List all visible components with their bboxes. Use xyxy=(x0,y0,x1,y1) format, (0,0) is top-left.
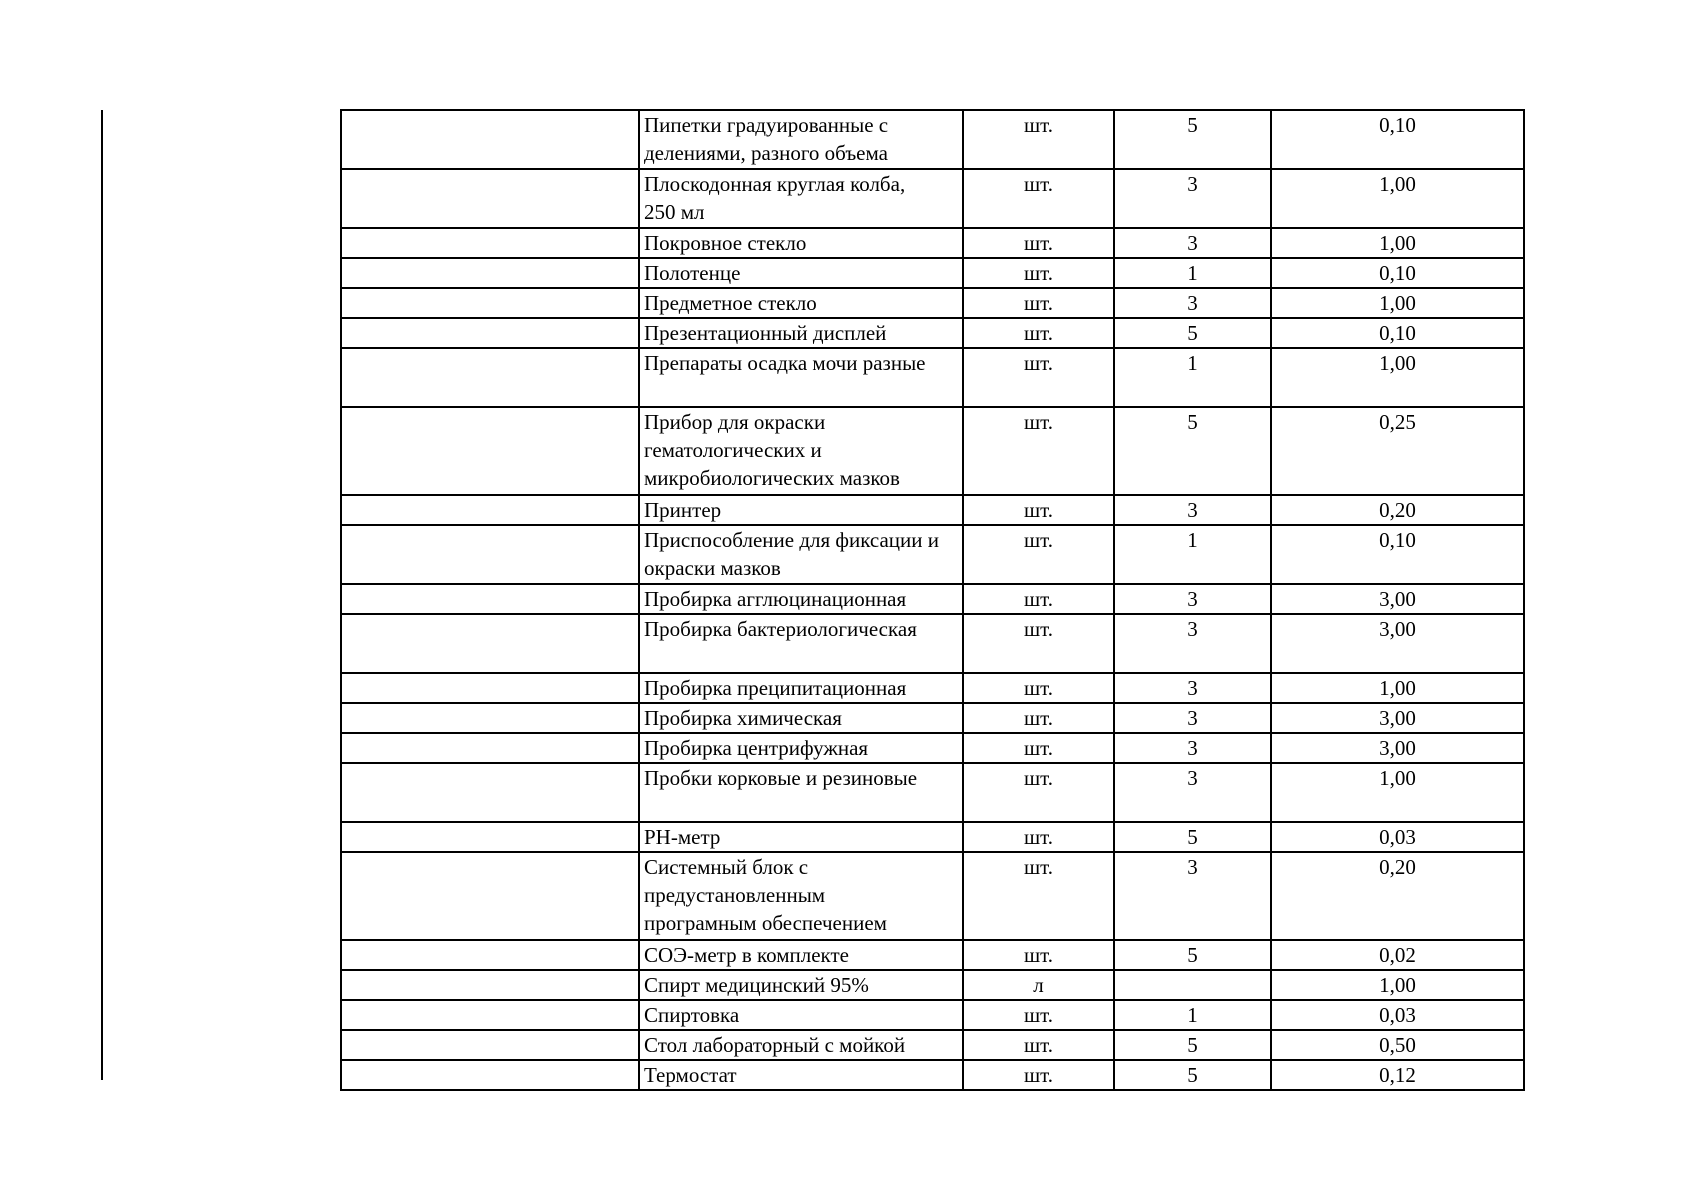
unit-cell: шт. xyxy=(963,110,1114,169)
section-cell xyxy=(341,318,639,348)
quantity-cell: 3 xyxy=(1114,169,1271,228)
quantity-cell: 3 xyxy=(1114,584,1271,614)
item-name-cell: Презентационный дисплей xyxy=(639,318,963,348)
quantity-cell: 1 xyxy=(1114,258,1271,288)
quantity-cell: 1 xyxy=(1114,1000,1271,1030)
item-name-cell: Плоскодонная круглая колба, 250 мл xyxy=(639,169,963,228)
norm-cell: 0,10 xyxy=(1271,110,1524,169)
unit-cell: шт. xyxy=(963,407,1114,495)
unit-cell: л xyxy=(963,970,1114,1000)
unit-cell: шт. xyxy=(963,614,1114,673)
quantity-cell: 5 xyxy=(1114,940,1271,970)
item-name-cell: Пробирка химическая xyxy=(639,703,963,733)
table-row xyxy=(341,822,1524,852)
quantity-cell: 5 xyxy=(1114,110,1271,169)
unit-cell: шт. xyxy=(963,822,1114,852)
unit-cell: шт. xyxy=(963,940,1114,970)
quantity-cell: 5 xyxy=(1114,407,1271,495)
item-name-cell: Стол лабораторный с мойкой xyxy=(639,1030,963,1060)
norm-cell: 0,50 xyxy=(1271,1030,1524,1060)
section-cell xyxy=(341,614,639,673)
item-name-cell: Пробирка преципитационная xyxy=(639,673,963,703)
unit-cell: шт. xyxy=(963,763,1114,822)
quantity-cell: 3 xyxy=(1114,495,1271,525)
table-row xyxy=(341,673,1524,703)
norm-cell: 3,00 xyxy=(1271,733,1524,763)
item-name-cell: Предметное стекло xyxy=(639,288,963,318)
section-cell xyxy=(341,228,639,258)
table-row xyxy=(341,525,1524,584)
quantity-cell: 3 xyxy=(1114,673,1271,703)
norm-cell: 1,00 xyxy=(1271,228,1524,258)
table-row xyxy=(341,1060,1524,1090)
norm-cell: 0,03 xyxy=(1271,1000,1524,1030)
norm-cell: 1,00 xyxy=(1271,348,1524,407)
norm-cell: 1,00 xyxy=(1271,970,1524,1000)
norm-cell: 3,00 xyxy=(1271,614,1524,673)
quantity-cell: 5 xyxy=(1114,822,1271,852)
norm-cell: 0,10 xyxy=(1271,258,1524,288)
quantity-cell: 3 xyxy=(1114,733,1271,763)
item-name-cell: Термостат xyxy=(639,1060,963,1090)
table-row xyxy=(341,1030,1524,1060)
unit-cell: шт. xyxy=(963,495,1114,525)
table-row xyxy=(341,1000,1524,1030)
table-row xyxy=(341,763,1524,822)
unit-cell: шт. xyxy=(963,852,1114,940)
norm-cell: 1,00 xyxy=(1271,673,1524,703)
section-cell xyxy=(341,763,639,822)
unit-cell: шт. xyxy=(963,288,1114,318)
table-row xyxy=(341,169,1524,228)
norm-cell: 0,03 xyxy=(1271,822,1524,852)
table-row xyxy=(341,940,1524,970)
unit-cell: шт. xyxy=(963,169,1114,228)
section-cell xyxy=(341,852,639,940)
table-body xyxy=(341,110,1524,1090)
norm-cell: 1,00 xyxy=(1271,763,1524,822)
table-row xyxy=(341,288,1524,318)
item-name-cell: Покровное стекло xyxy=(639,228,963,258)
section-cell xyxy=(341,110,639,169)
item-name-cell: Пипетки градуированные с делениями, разного объема xyxy=(639,110,963,169)
quantity-cell: 3 xyxy=(1114,228,1271,258)
quantity-cell: 3 xyxy=(1114,703,1271,733)
unit-cell: шт. xyxy=(963,703,1114,733)
item-name-cell: Препараты осадка мочи разные xyxy=(639,348,963,407)
table-row xyxy=(341,703,1524,733)
norm-cell: 0,02 xyxy=(1271,940,1524,970)
section-cell xyxy=(341,703,639,733)
margin-rule xyxy=(101,110,103,1080)
section-cell xyxy=(341,733,639,763)
section-cell xyxy=(341,673,639,703)
quantity-cell: 5 xyxy=(1114,1060,1271,1090)
norm-cell: 0,10 xyxy=(1271,525,1524,584)
section-cell xyxy=(341,525,639,584)
table-row xyxy=(341,970,1524,1000)
table-row xyxy=(341,348,1524,407)
quantity-cell: 3 xyxy=(1114,852,1271,940)
item-name-cell: Спиртовка xyxy=(639,1000,963,1030)
item-name-cell: СОЭ-метр в комплекте xyxy=(639,940,963,970)
norm-cell: 1,00 xyxy=(1271,169,1524,228)
equipment-table xyxy=(340,109,1525,1091)
unit-cell: шт. xyxy=(963,348,1114,407)
section-cell xyxy=(341,495,639,525)
unit-cell: шт. xyxy=(963,1030,1114,1060)
norm-cell: 0,12 xyxy=(1271,1060,1524,1090)
item-name-cell: РН-метр xyxy=(639,822,963,852)
section-cell xyxy=(341,584,639,614)
table-row xyxy=(341,318,1524,348)
table-row xyxy=(341,228,1524,258)
norm-cell: 0,20 xyxy=(1271,852,1524,940)
item-name-cell: Спирт медицинский 95% xyxy=(639,970,963,1000)
table-row xyxy=(341,258,1524,288)
section-cell xyxy=(341,1000,639,1030)
section-cell xyxy=(341,1060,639,1090)
table-row xyxy=(341,614,1524,673)
item-name-cell: Пробки корковые и резиновые xyxy=(639,763,963,822)
unit-cell: шт. xyxy=(963,228,1114,258)
item-name-cell: Пробирка бактериологическая xyxy=(639,614,963,673)
norm-cell: 0,20 xyxy=(1271,495,1524,525)
table-row xyxy=(341,495,1524,525)
table-row xyxy=(341,733,1524,763)
section-cell xyxy=(341,258,639,288)
section-cell xyxy=(341,169,639,228)
quantity-cell: 3 xyxy=(1114,288,1271,318)
norm-cell: 3,00 xyxy=(1271,584,1524,614)
unit-cell: шт. xyxy=(963,673,1114,703)
quantity-cell xyxy=(1114,970,1271,1000)
section-cell xyxy=(341,348,639,407)
quantity-cell: 3 xyxy=(1114,763,1271,822)
quantity-cell: 5 xyxy=(1114,1030,1271,1060)
section-cell xyxy=(341,970,639,1000)
item-name-cell: Приспособление для фиксации и окраски мазков xyxy=(639,525,963,584)
quantity-cell: 3 xyxy=(1114,614,1271,673)
unit-cell: шт. xyxy=(963,1000,1114,1030)
item-name-cell: Пробирка агглюцинационная xyxy=(639,584,963,614)
table-row xyxy=(341,852,1524,940)
item-name-cell: Пробирка центрифужная xyxy=(639,733,963,763)
item-name-cell: Полотенце xyxy=(639,258,963,288)
section-cell xyxy=(341,407,639,495)
norm-cell: 0,25 xyxy=(1271,407,1524,495)
norm-cell: 0,10 xyxy=(1271,318,1524,348)
item-name-cell: Прибор для окраски гематологических и микробиологических мазков xyxy=(639,407,963,495)
item-name-cell: Системный блок с предустановленным програмным обеспечением xyxy=(639,852,963,940)
section-cell xyxy=(341,822,639,852)
unit-cell: шт. xyxy=(963,525,1114,584)
section-cell xyxy=(341,288,639,318)
unit-cell: шт. xyxy=(963,318,1114,348)
norm-cell: 1,00 xyxy=(1271,288,1524,318)
table-row xyxy=(341,110,1524,169)
unit-cell: шт. xyxy=(963,584,1114,614)
norm-cell: 3,00 xyxy=(1271,703,1524,733)
unit-cell: шт. xyxy=(963,1060,1114,1090)
unit-cell: шт. xyxy=(963,258,1114,288)
quantity-cell: 1 xyxy=(1114,348,1271,407)
section-cell xyxy=(341,940,639,970)
unit-cell: шт. xyxy=(963,733,1114,763)
quantity-cell: 5 xyxy=(1114,318,1271,348)
section-cell xyxy=(341,1030,639,1060)
table-row xyxy=(341,584,1524,614)
table-row xyxy=(341,407,1524,495)
quantity-cell: 1 xyxy=(1114,525,1271,584)
item-name-cell: Принтер xyxy=(639,495,963,525)
